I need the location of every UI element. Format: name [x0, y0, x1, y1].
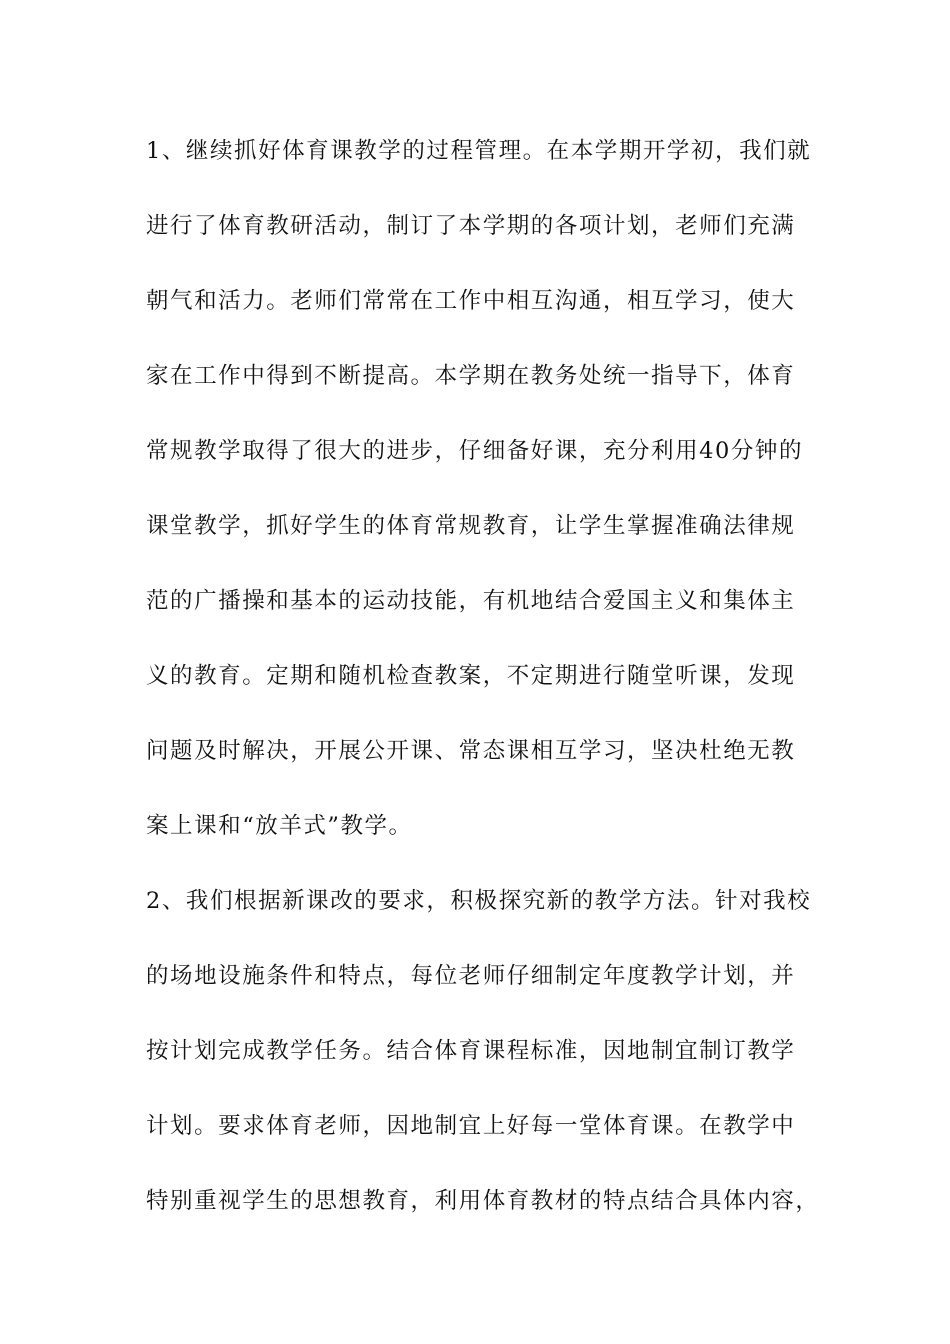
text-line: 朝气和活力。老师们常常在工作中相互沟通，相互学习，使大: [146, 288, 796, 314]
text-line: 课堂教学，抓好学生的体育常规教育，让学生掌握准确法律规: [146, 513, 796, 539]
text-line: 范的广播操和基本的运动技能，有机地结合爱国主义和集体主: [146, 588, 796, 614]
text-line: 案上课和“放羊式”教学。: [146, 813, 413, 839]
text-line: 按计划完成教学任务。结合体育课程标准，因地制宜制订教学: [146, 1038, 796, 1064]
text-line: 1、继续抓好体育课教学的过程管理。在本学期开学初，我们就: [146, 138, 812, 164]
text-line: 计划。要求体育老师，因地制宜上好每一堂体育课。在教学中: [146, 1113, 796, 1139]
text-line: 义的教育。定期和随机检查教案，不定期进行随堂听课，发现: [146, 663, 796, 689]
text-line: 常规教学取得了很大的进步，仔细备好课，充分利用40分钟的: [146, 438, 804, 464]
text-line: 问题及时解决，开展公开课、常态课相互学习，坚决杜绝无教: [146, 738, 796, 764]
text-line: 特别重视学生的思想教育，利用体育教材的特点结合具体内容，: [146, 1188, 820, 1214]
text-line: 家在工作中得到不断提高。本学期在教务处统一指导下，体育: [146, 363, 796, 389]
text-line: 的场地设施条件和特点，每位老师仔细制定年度教学计划，并: [146, 963, 796, 989]
text-line: 2、我们根据新课改的要求，积极探究新的教学方法。针对我校: [146, 888, 812, 914]
text-line: 进行了体育教研活动，制订了本学期的各项计划，老师们充满: [146, 213, 796, 239]
